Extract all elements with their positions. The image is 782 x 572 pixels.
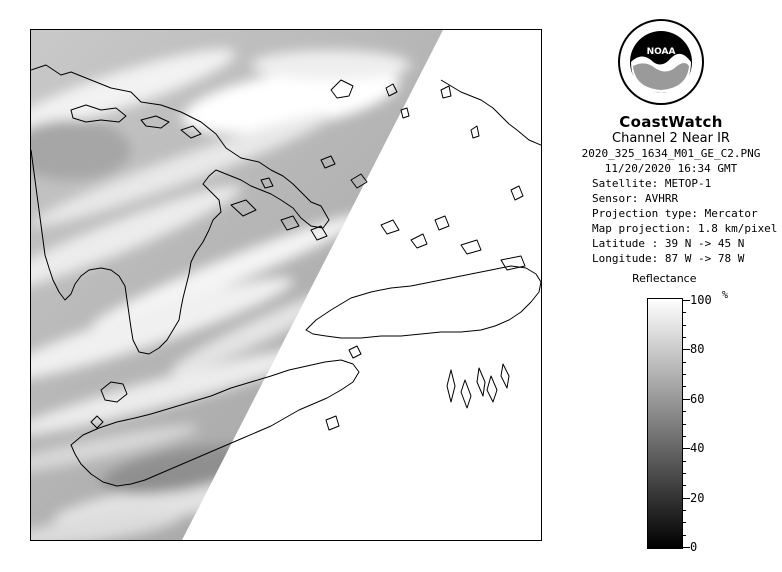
colorbar-tick-label: 40 <box>690 441 705 456</box>
colorbar-minor-tick <box>683 325 686 326</box>
filename-label: 2020_325_1634_M01_GE_C2.PNG <box>581 147 761 160</box>
longitude-label: Longitude: 87 W -> 78 W <box>592 252 745 265</box>
colorbar-minor-tick <box>683 312 686 313</box>
colorbar-minor-tick <box>683 399 690 400</box>
satellite-label: Satellite: METOP-1 <box>592 177 712 190</box>
colorbar-minor-tick <box>683 424 686 425</box>
latitude-label: Latitude : 39 N -> 45 N <box>592 237 745 250</box>
projection-type-label: Projection type: Mercator <box>592 207 758 220</box>
colorbar-tick-label: 0 <box>690 540 698 554</box>
colorbar-minor-tick <box>683 498 690 499</box>
colorbar-minor-tick <box>683 300 690 301</box>
colorbar-minor-tick <box>683 461 686 462</box>
satellite-map[interactable] <box>30 29 542 541</box>
product-title: CoastWatch <box>619 113 723 131</box>
colorbar-minor-tick <box>683 535 686 536</box>
channel-subtitle: Channel 2 Near IR <box>612 131 730 146</box>
metadata-panel <box>560 114 782 266</box>
colorbar-minor-tick <box>683 411 686 412</box>
noaa-logo <box>617 14 705 112</box>
colorbar-minor-tick <box>683 510 686 511</box>
colorbar-title: Reflectance <box>632 272 697 285</box>
colorbar-minor-tick <box>683 473 686 474</box>
colorbar-unit: % <box>722 290 729 301</box>
colorbar-minor-tick <box>683 386 686 387</box>
colorbar-tick-label: 20 <box>690 490 705 505</box>
colorbar-minor-tick <box>683 522 686 523</box>
colorbar-minor-tick <box>683 547 690 548</box>
noaa-logo-text: NOAA <box>646 47 676 57</box>
colorbar-minor-tick <box>683 362 686 363</box>
colorbar-tick-label: 80 <box>690 342 705 357</box>
map-svg <box>31 30 542 541</box>
colorbar-tick-label: 60 <box>690 391 705 406</box>
colorbar-minor-tick <box>683 337 686 338</box>
colorbar-tick-label: 100 <box>690 293 712 307</box>
colorbar-minor-tick <box>683 374 686 375</box>
colorbar-minor-tick <box>683 448 690 449</box>
colorbar <box>647 298 683 549</box>
datetime-label: 11/20/2020 16:34 GMT <box>604 162 738 175</box>
sensor-label: Sensor: AVHRR <box>592 192 679 205</box>
map-projection-label: Map projection: 1.8 km/pixel <box>592 222 778 235</box>
colorbar-minor-tick <box>683 485 686 486</box>
colorbar-minor-tick <box>683 349 690 350</box>
colorbar-minor-tick <box>683 436 686 437</box>
